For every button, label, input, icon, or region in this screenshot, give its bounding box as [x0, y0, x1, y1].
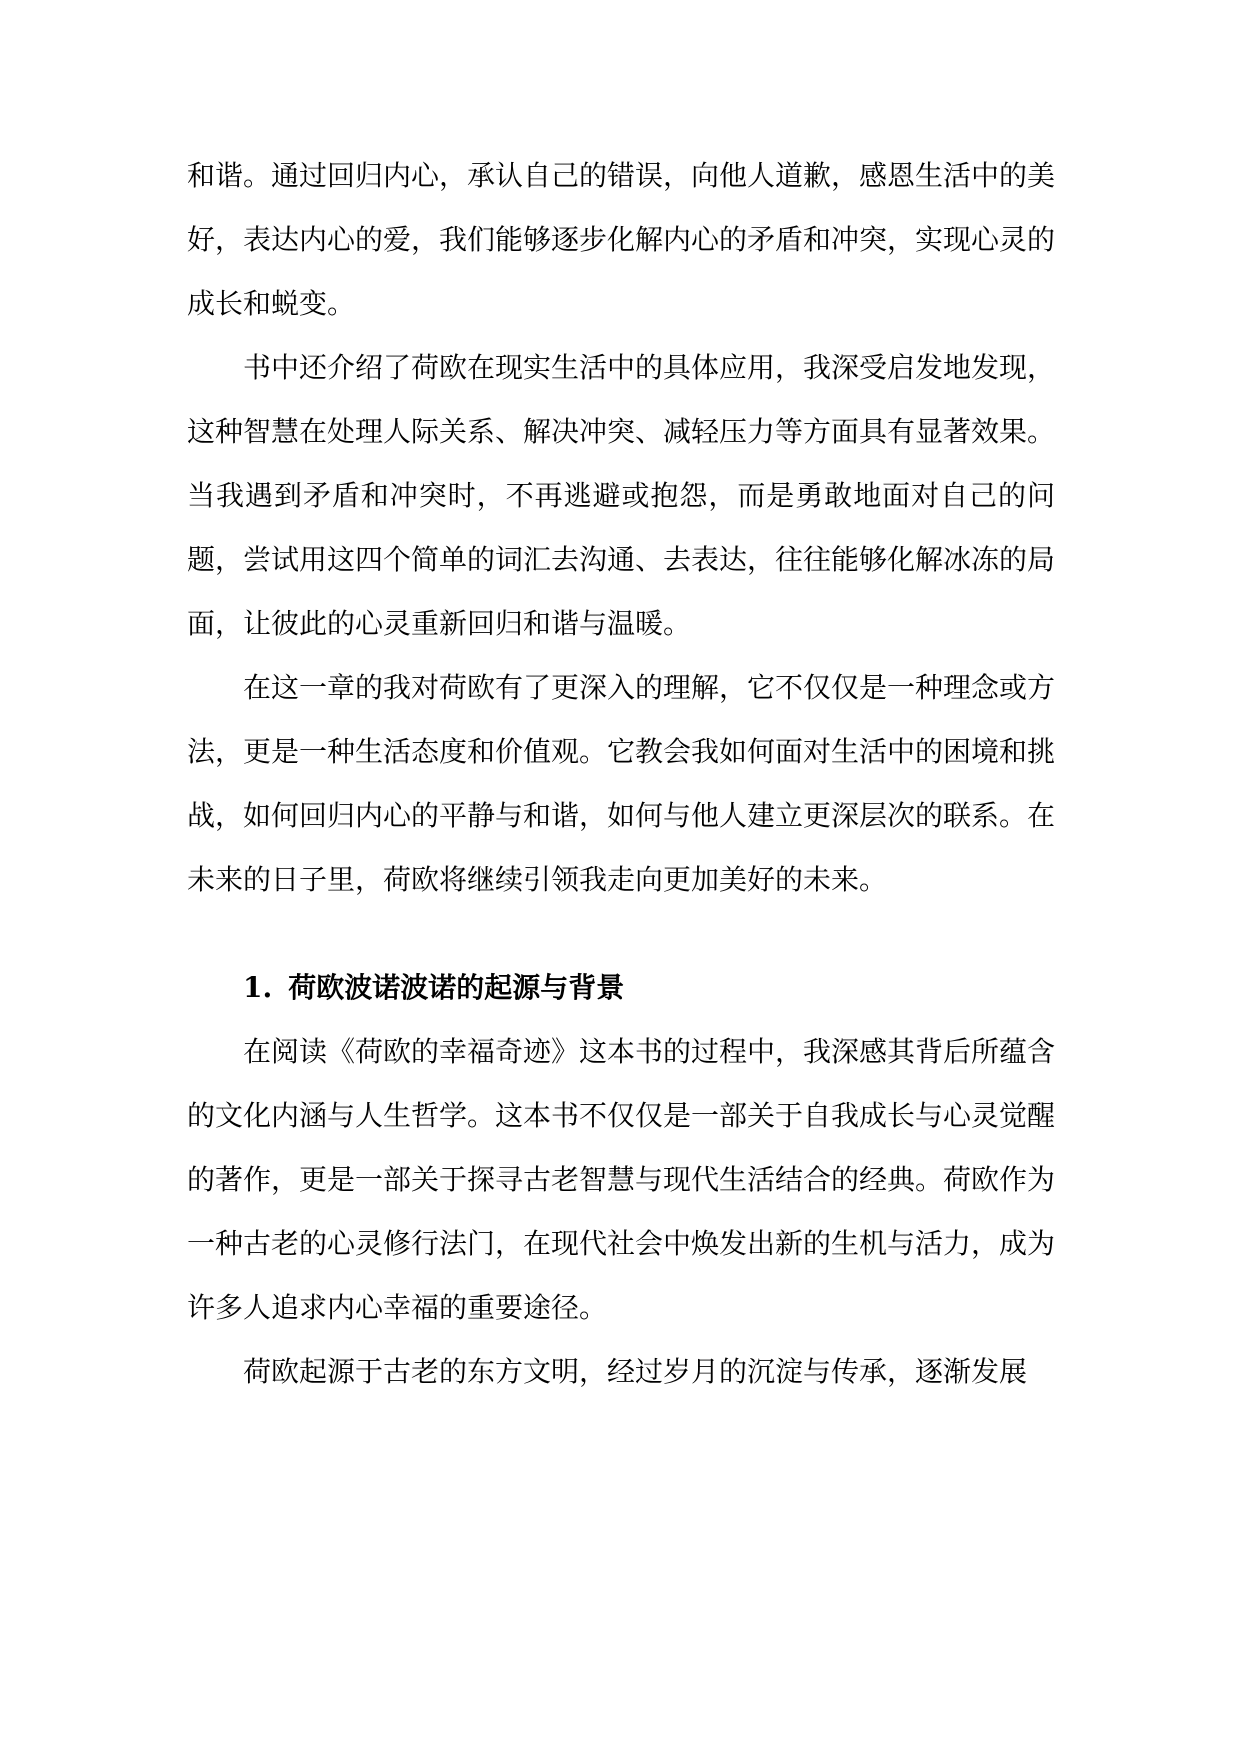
paragraph-continued: 和谐。通过回归内心，承认自己的错误，向他人道歉，感恩生活中的美好，表达内心的爱，我们能够逐步化解内心的矛盾和冲突，实现心灵的成长和蜕变。 [187, 159, 1056, 320]
paragraph: 在阅读《荷欧的幸福奇迹》这本书的过程中，我深感其背后所蕴含的文化内涵与人生哲学。这本书不仅仅是一部关于自我成长与心灵觉醒的著作，更是一部关于探寻古老智慧与现代生活结合的经典。荷欧作为一种古老的心灵修行法门，在现代社会中焕发出新的生机与活力，成为许多人追求内心幸福的重要途径。 [187, 1035, 1056, 1324]
section-heading [187, 956, 1055, 1020]
paragraph: 荷欧起源于古老的东方文明，经过岁月的沉淀与传承，逐渐发展 [243, 1355, 1028, 1388]
paragraph: 在这一章的我对荷欧有了更深入的理解，它不仅仅是一种理念或方法，更是一种生活态度和价值观。它教会我如何面对生活中的困境和挑战，如何回归内心的平静与和谐，如何与他人建立更深层次的联系。在未来的日子里，荷欧将继续引领我走向更加美好的未来。 [187, 671, 1056, 896]
document-body [187, 144, 1055, 1404]
paragraph: 书中还介绍了荷欧在现实生活中的具体应用，我深受启发地发现，这种智慧在处理人际关系、解决冲突、减轻压力等方面具有显著效果。当我遇到矛盾和冲突时，不再逃避或抱怨，而是勇敢地面对自己的问题，尝试用这四个简单的词汇去沟通、去表达，往往能够化解冰冻的局面，让彼此的心灵重新回归和谐与温暖。 [187, 351, 1056, 640]
section-title: 荷欧波诺波诺的起源与背景 [288, 971, 625, 1004]
section-number: 1. [243, 971, 273, 1004]
